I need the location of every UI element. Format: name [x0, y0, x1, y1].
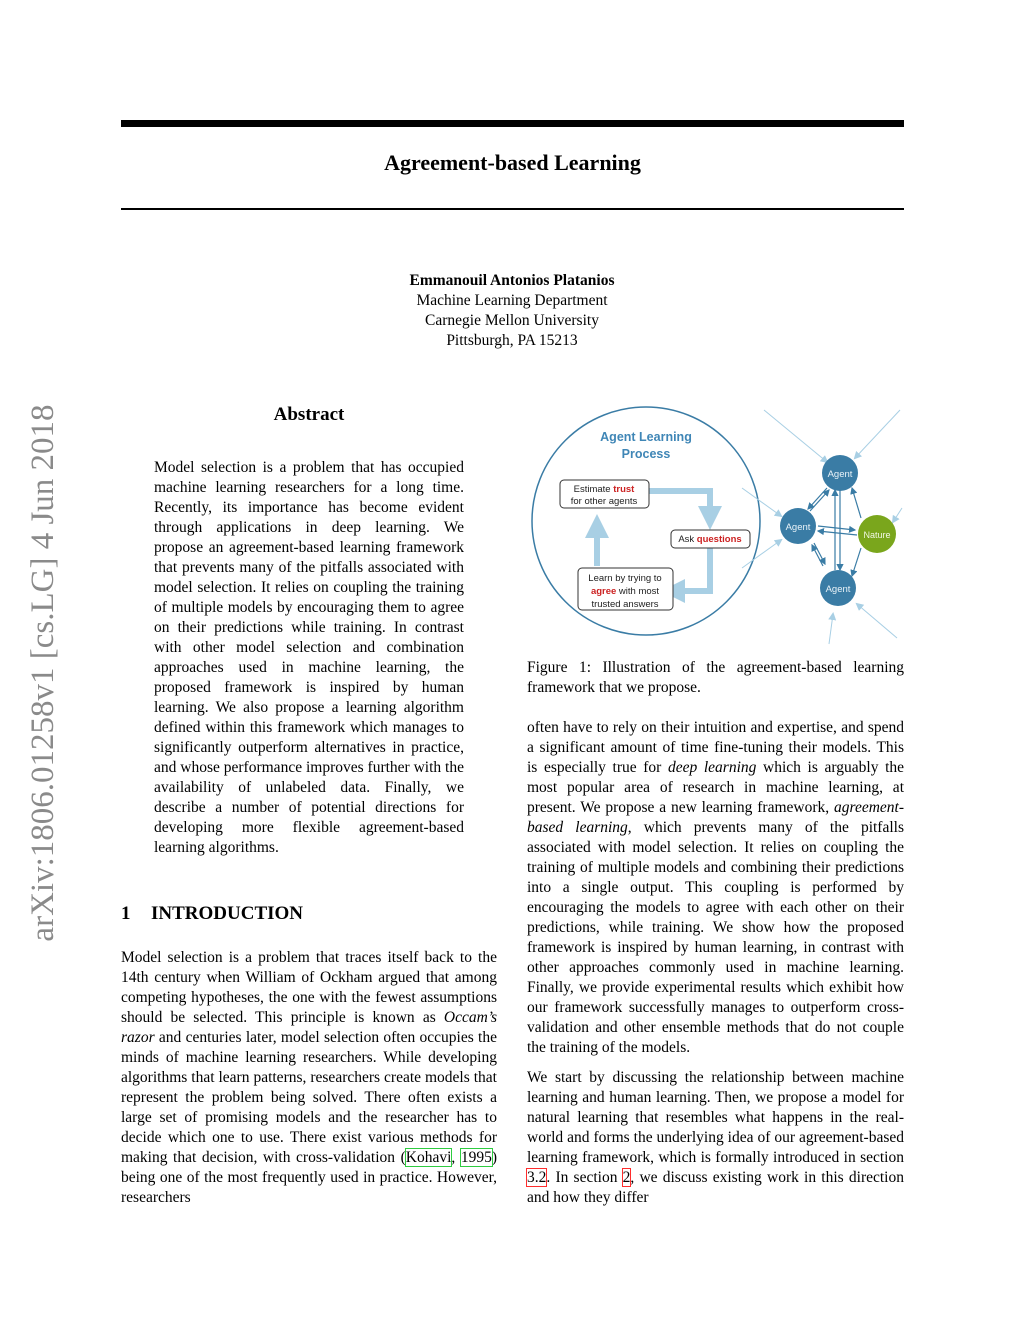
connection-arrow — [852, 548, 861, 576]
incoming-arrow — [829, 614, 833, 644]
connection-arrow — [808, 488, 827, 509]
emphasis-agreement-based-learning: agreement-based learning — [527, 799, 904, 836]
incoming-arrow — [855, 410, 900, 458]
agent-connections — [808, 488, 861, 576]
title-rule-top — [121, 120, 904, 127]
text-run: We start by discussing the relationship between machine learning and human learning. Then, we propose a model for natural learning that resembles what happens in the real-world and forms the underlying idea of our agreement-based learning framework, which is formally introduced in section — [527, 1069, 904, 1166]
arrow-questions-to-learn — [673, 548, 710, 591]
text-run: often have to rely on their intuition and expertise, and spend a significant amount of time fine-tuning their models. This is especially true for — [527, 719, 904, 776]
process-title-line2: Process — [621, 447, 671, 461]
box-estimate-trust-line2: for other agents — [570, 496, 638, 507]
figure-diagram — [527, 398, 904, 650]
author-block — [300, 271, 724, 351]
author-name: Emmanouil Antonios Platanios — [409, 272, 615, 289]
box-learn-agree-line3: trusted answers — [591, 599, 659, 610]
text-run: , which prevents many of the pitfalls associated with model selection. It relies on coupling the training of multiple models and combining their predictions into a single output. This coupling is performed by encouraging the models to agree with each other on their predictions, while training. We show how the proposed framework is inspired by human learning, in contrast with other approaches commonly used in machine learning. Finally, we provide experimental results which exhibit how our framework successfully manages to outperform cross-validation and other ensemble methods that do not couple the training of the models. — [527, 819, 904, 1056]
author-department: Machine Learning Department — [416, 292, 608, 309]
section-title: INTRODUCTION — [151, 903, 304, 924]
author-university: Carnegie Mellon University — [425, 312, 599, 329]
nature-node-label: Nature — [863, 530, 891, 540]
connection-arrow — [810, 490, 829, 511]
citation-link-1995[interactable]: 1995 — [460, 1149, 492, 1166]
arxiv-sidebar-stamp: arXiv:1806.01258v1 [cs.LG] 4 Jun 2018 — [25, 404, 61, 942]
section-number: 1 — [121, 903, 131, 924]
box-learn-agree-line1: Learn by trying to — [588, 573, 662, 584]
incoming-arrow — [742, 488, 781, 516]
section-link-3-2[interactable]: 3.2 — [527, 1169, 547, 1186]
text-run: and centuries later, model selection often occupies the minds of machine learning researchers. While developing algorithms that learn patterns, researchers create models that represent the problem being solved. There often exists a large set of promising models and the researcher has to decide which one to use. There exist various methods for making that decision, with cross-validation ( — [121, 1029, 497, 1166]
connection-arrow — [812, 545, 823, 566]
incoming-arrow — [893, 508, 902, 522]
citation-link-kohavi[interactable]: Kohavi — [405, 1149, 452, 1166]
arrow-trust-to-questions — [649, 491, 710, 518]
figure-agent-learning — [527, 398, 904, 650]
intro-paragraph-3 — [527, 1068, 904, 1208]
connection-arrow — [852, 488, 861, 518]
agent-node-bottom-label: Agent — [825, 584, 851, 595]
connection-arrow — [814, 543, 825, 564]
incoming-arrow — [857, 604, 897, 638]
emphasis-occams-razor: Occam’s razor — [121, 1009, 497, 1046]
agent-node-top-label: Agent — [827, 469, 853, 480]
box-estimate-trust-line1: Estimate trust — [573, 484, 635, 495]
agent-node-middle-label: Agent — [785, 522, 811, 533]
text-run: , we discuss existing work in this direction and how they differ — [527, 1169, 904, 1206]
section-heading-introduction — [121, 903, 303, 925]
text-run: Model selection is a problem that traces itself back to the 14th century when William of Ockham argued that among competing hypotheses, the one with the fewest assumptions should be selected. This principle is known as — [121, 949, 497, 1026]
box-learn-agree-line2: agree with most — [590, 586, 660, 597]
section-link-2[interactable]: 2 — [622, 1169, 631, 1186]
paper-title: Agreement-based Learning — [384, 150, 641, 175]
abstract-heading: Abstract — [273, 404, 345, 425]
text-run: which is arguably the most popular area of research in machine learning, at present. We propose a new learning framework, — [527, 759, 905, 816]
incoming-arrow — [764, 410, 827, 462]
author-location: Pittsburgh, PA 15213 — [446, 332, 578, 349]
connection-arrow — [818, 526, 855, 530]
text-run: ) being one of the most frequently used in practice. However, researchers — [121, 1149, 498, 1206]
intro-paragraph-1 — [121, 948, 497, 1208]
process-title-line1: Agent Learning — [600, 430, 692, 444]
connection-arrow — [818, 531, 857, 535]
abstract-text: Model selection is a problem that has occupied machine learning researchers for a long time. Recently, its importance has become evident through applications in deep learning. We propose an agreement-based learning framework that prevents many of the pitfalls associated with model selection. It relies on coupling the training of multiple models by encouraging them to agree on their predictions while training. In contrast with other model selection and combination approaches used in machine learning, the proposed framework is inspired by human learning. We also propose a learning algorithm defined within this framework which manages to significantly outperform alternatives in practice, and whose performance improves further with the availability of unlabeled data. Finally, we describe a number of potential directions for developing more flexible agreement-based learning algorithms. — [154, 459, 464, 856]
emphasis-deep-learning: deep learning — [667, 759, 757, 776]
box-ask-questions-text: Ask questions — [678, 534, 742, 545]
intro-paragraph-2 — [527, 718, 904, 1058]
title-rule-bottom — [121, 208, 904, 210]
text-run: . In section — [546, 1169, 623, 1186]
text-run: , — [451, 1149, 461, 1166]
figure-caption: Figure 1: Illustration of the agreement-based learning framework that we propose. — [527, 659, 904, 696]
